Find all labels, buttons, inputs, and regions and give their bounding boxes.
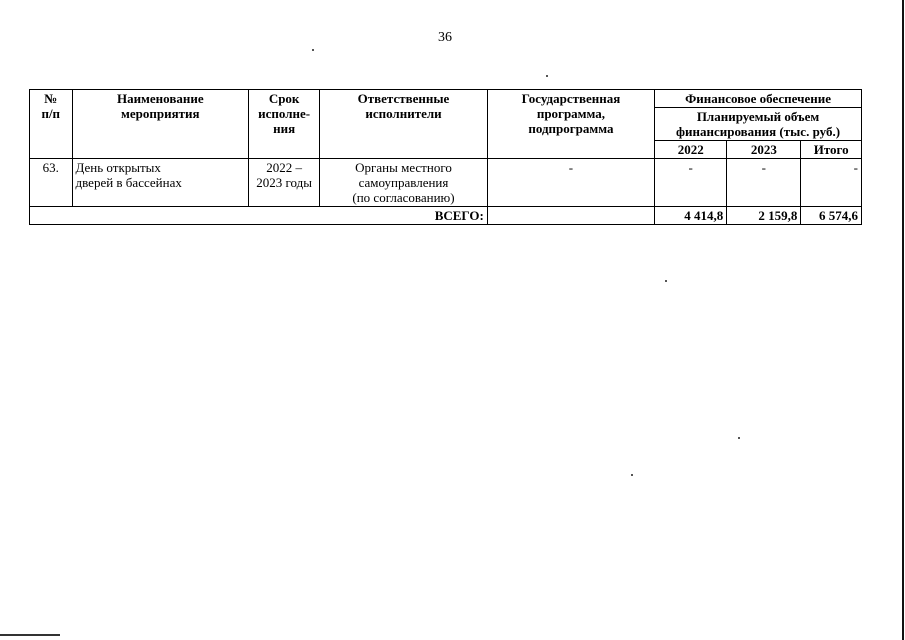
header-planned-line: финансирования (тыс. руб.) xyxy=(676,124,841,139)
total-2022: 4 414,8 xyxy=(655,207,727,225)
header-year-2023: 2023 xyxy=(727,141,801,159)
header-responsible-line: исполнители xyxy=(365,106,442,121)
row-responsible-line: самоуправления xyxy=(358,175,449,190)
scan-speck xyxy=(546,75,548,77)
header-name-line: Наименование xyxy=(116,91,204,106)
total-sum: 6 574,6 xyxy=(801,207,862,225)
header-program xyxy=(487,90,654,159)
scan-speck xyxy=(665,280,667,282)
scan-speck xyxy=(631,474,633,476)
header-name xyxy=(72,90,249,159)
header-num-line: п/п xyxy=(41,106,61,121)
row-num: 63. xyxy=(30,159,73,207)
scan-edge-right xyxy=(902,0,904,640)
header-num-line: № xyxy=(44,91,58,106)
row-program: - xyxy=(487,159,654,207)
header-term xyxy=(249,90,320,159)
header-program-line: подпрограмма xyxy=(528,121,614,136)
row-2022: - xyxy=(655,159,727,207)
header-term-line: исполне- xyxy=(258,106,311,121)
page-number: 36 xyxy=(438,30,452,45)
row-name xyxy=(72,159,249,207)
row-responsible-line: Органы местного xyxy=(355,160,452,175)
scan-edge-bottom xyxy=(0,634,60,636)
total-program-empty xyxy=(487,207,654,225)
total-row xyxy=(30,207,862,225)
scan-speck xyxy=(312,49,314,51)
header-total: Итого xyxy=(801,141,862,159)
financing-table xyxy=(29,89,862,225)
row-name-line: День открытых xyxy=(75,160,161,175)
header-name-line: мероприятия xyxy=(121,106,200,121)
row-name-line: дверей в бассейнах xyxy=(75,175,182,190)
header-responsible-line: Ответственные xyxy=(357,91,450,106)
header-program-line: программа, xyxy=(536,106,606,121)
header-planned xyxy=(655,108,862,141)
row-responsible-line: (по согласованию) xyxy=(352,190,455,205)
header-program-line: Государственная xyxy=(521,91,621,106)
header-responsible xyxy=(320,90,488,159)
row-responsible xyxy=(320,159,488,207)
header-finance: Финансовое обеспечение xyxy=(655,90,862,108)
row-total: - xyxy=(801,159,862,207)
row-term-line: 2023 годы xyxy=(256,175,312,190)
header-term-line: Срок xyxy=(268,91,300,106)
header-num xyxy=(30,90,73,159)
header-term-line: ния xyxy=(273,121,296,136)
header-planned-line: Планируемый объем xyxy=(696,109,820,124)
scan-speck xyxy=(738,437,740,439)
row-term-line: 2022 – xyxy=(266,160,302,175)
row-2023: - xyxy=(727,159,801,207)
total-2023: 2 159,8 xyxy=(727,207,801,225)
table-row xyxy=(30,159,862,207)
header-row-1 xyxy=(30,90,862,108)
header-year-2022: 2022 xyxy=(655,141,727,159)
row-term xyxy=(249,159,320,207)
total-label: ВСЕГО: xyxy=(30,207,488,225)
